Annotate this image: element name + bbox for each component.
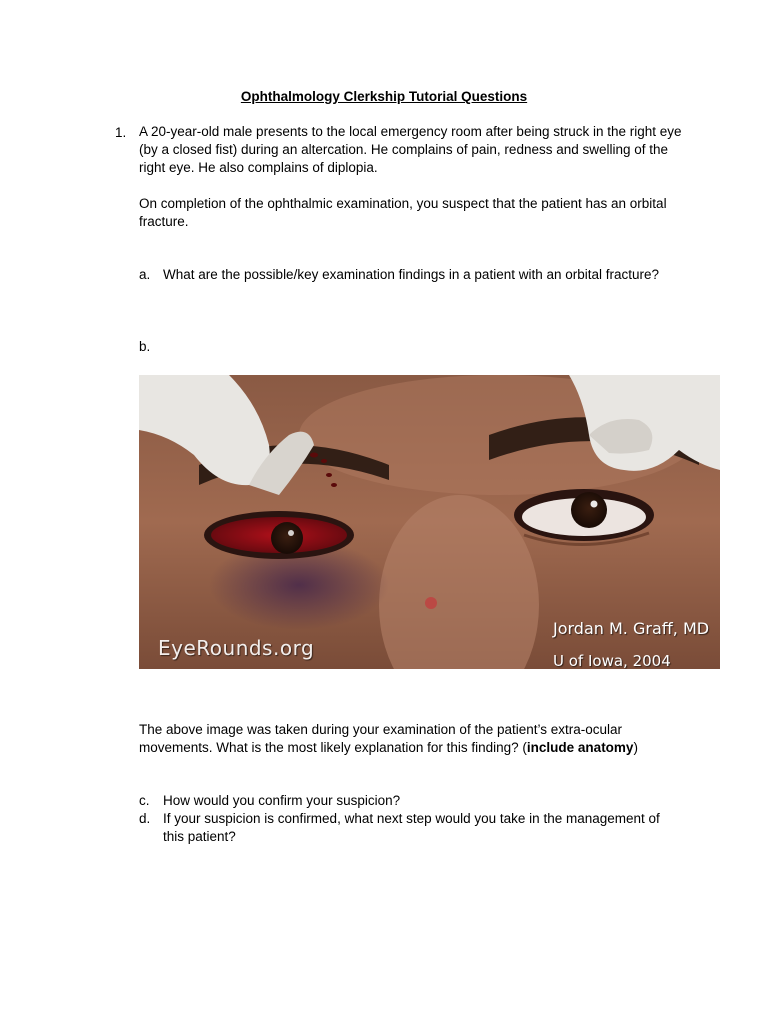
item-d-text: If your suspicion is confirmed, what next step would you take in the management of this patient? <box>163 811 660 844</box>
item-c-letter: c. <box>139 793 150 808</box>
item-b-letter: b. <box>139 339 151 354</box>
image-caption-bold: include anatomy <box>526 740 634 755</box>
document-title: Ophthalmology Clerkship Tutorial Questions <box>240 89 528 104</box>
image-caption-post: ) <box>633 740 638 755</box>
clinical-photo <box>139 375 720 669</box>
item-c-text: How would you confirm your suspicion? <box>163 793 401 808</box>
question-number: 1. <box>115 125 127 140</box>
watermark-institution: U of Iowa, 2004 <box>553 652 671 669</box>
image-caption <box>139 721 689 757</box>
item-a-text: What are the possible/key examination findings in a patient with an orbital fracture? <box>163 267 660 282</box>
item-a-letter: a. <box>139 267 151 282</box>
image-caption-pre: The above image was taken during your examination of the patient’s extra-ocular movements. What is the most likely explanation for this finding? ( <box>139 722 623 755</box>
suspicion-paragraph: On completion of the ophthalmic examination, you suspect that the patient has an orbital fracture. <box>139 196 667 229</box>
watermark-author: Jordan M. Graff, MD <box>553 619 710 638</box>
case-paragraph: A 20-year-old male presents to the local emergency room after being struck in the right eye (by a closed fist) during an altercation. He complains of pain, redness and swelling of the right eye. He also complains of diplopia. <box>139 124 682 175</box>
item-d-letter: d. <box>139 811 151 826</box>
watermark-site: EyeRounds.org <box>158 636 315 660</box>
